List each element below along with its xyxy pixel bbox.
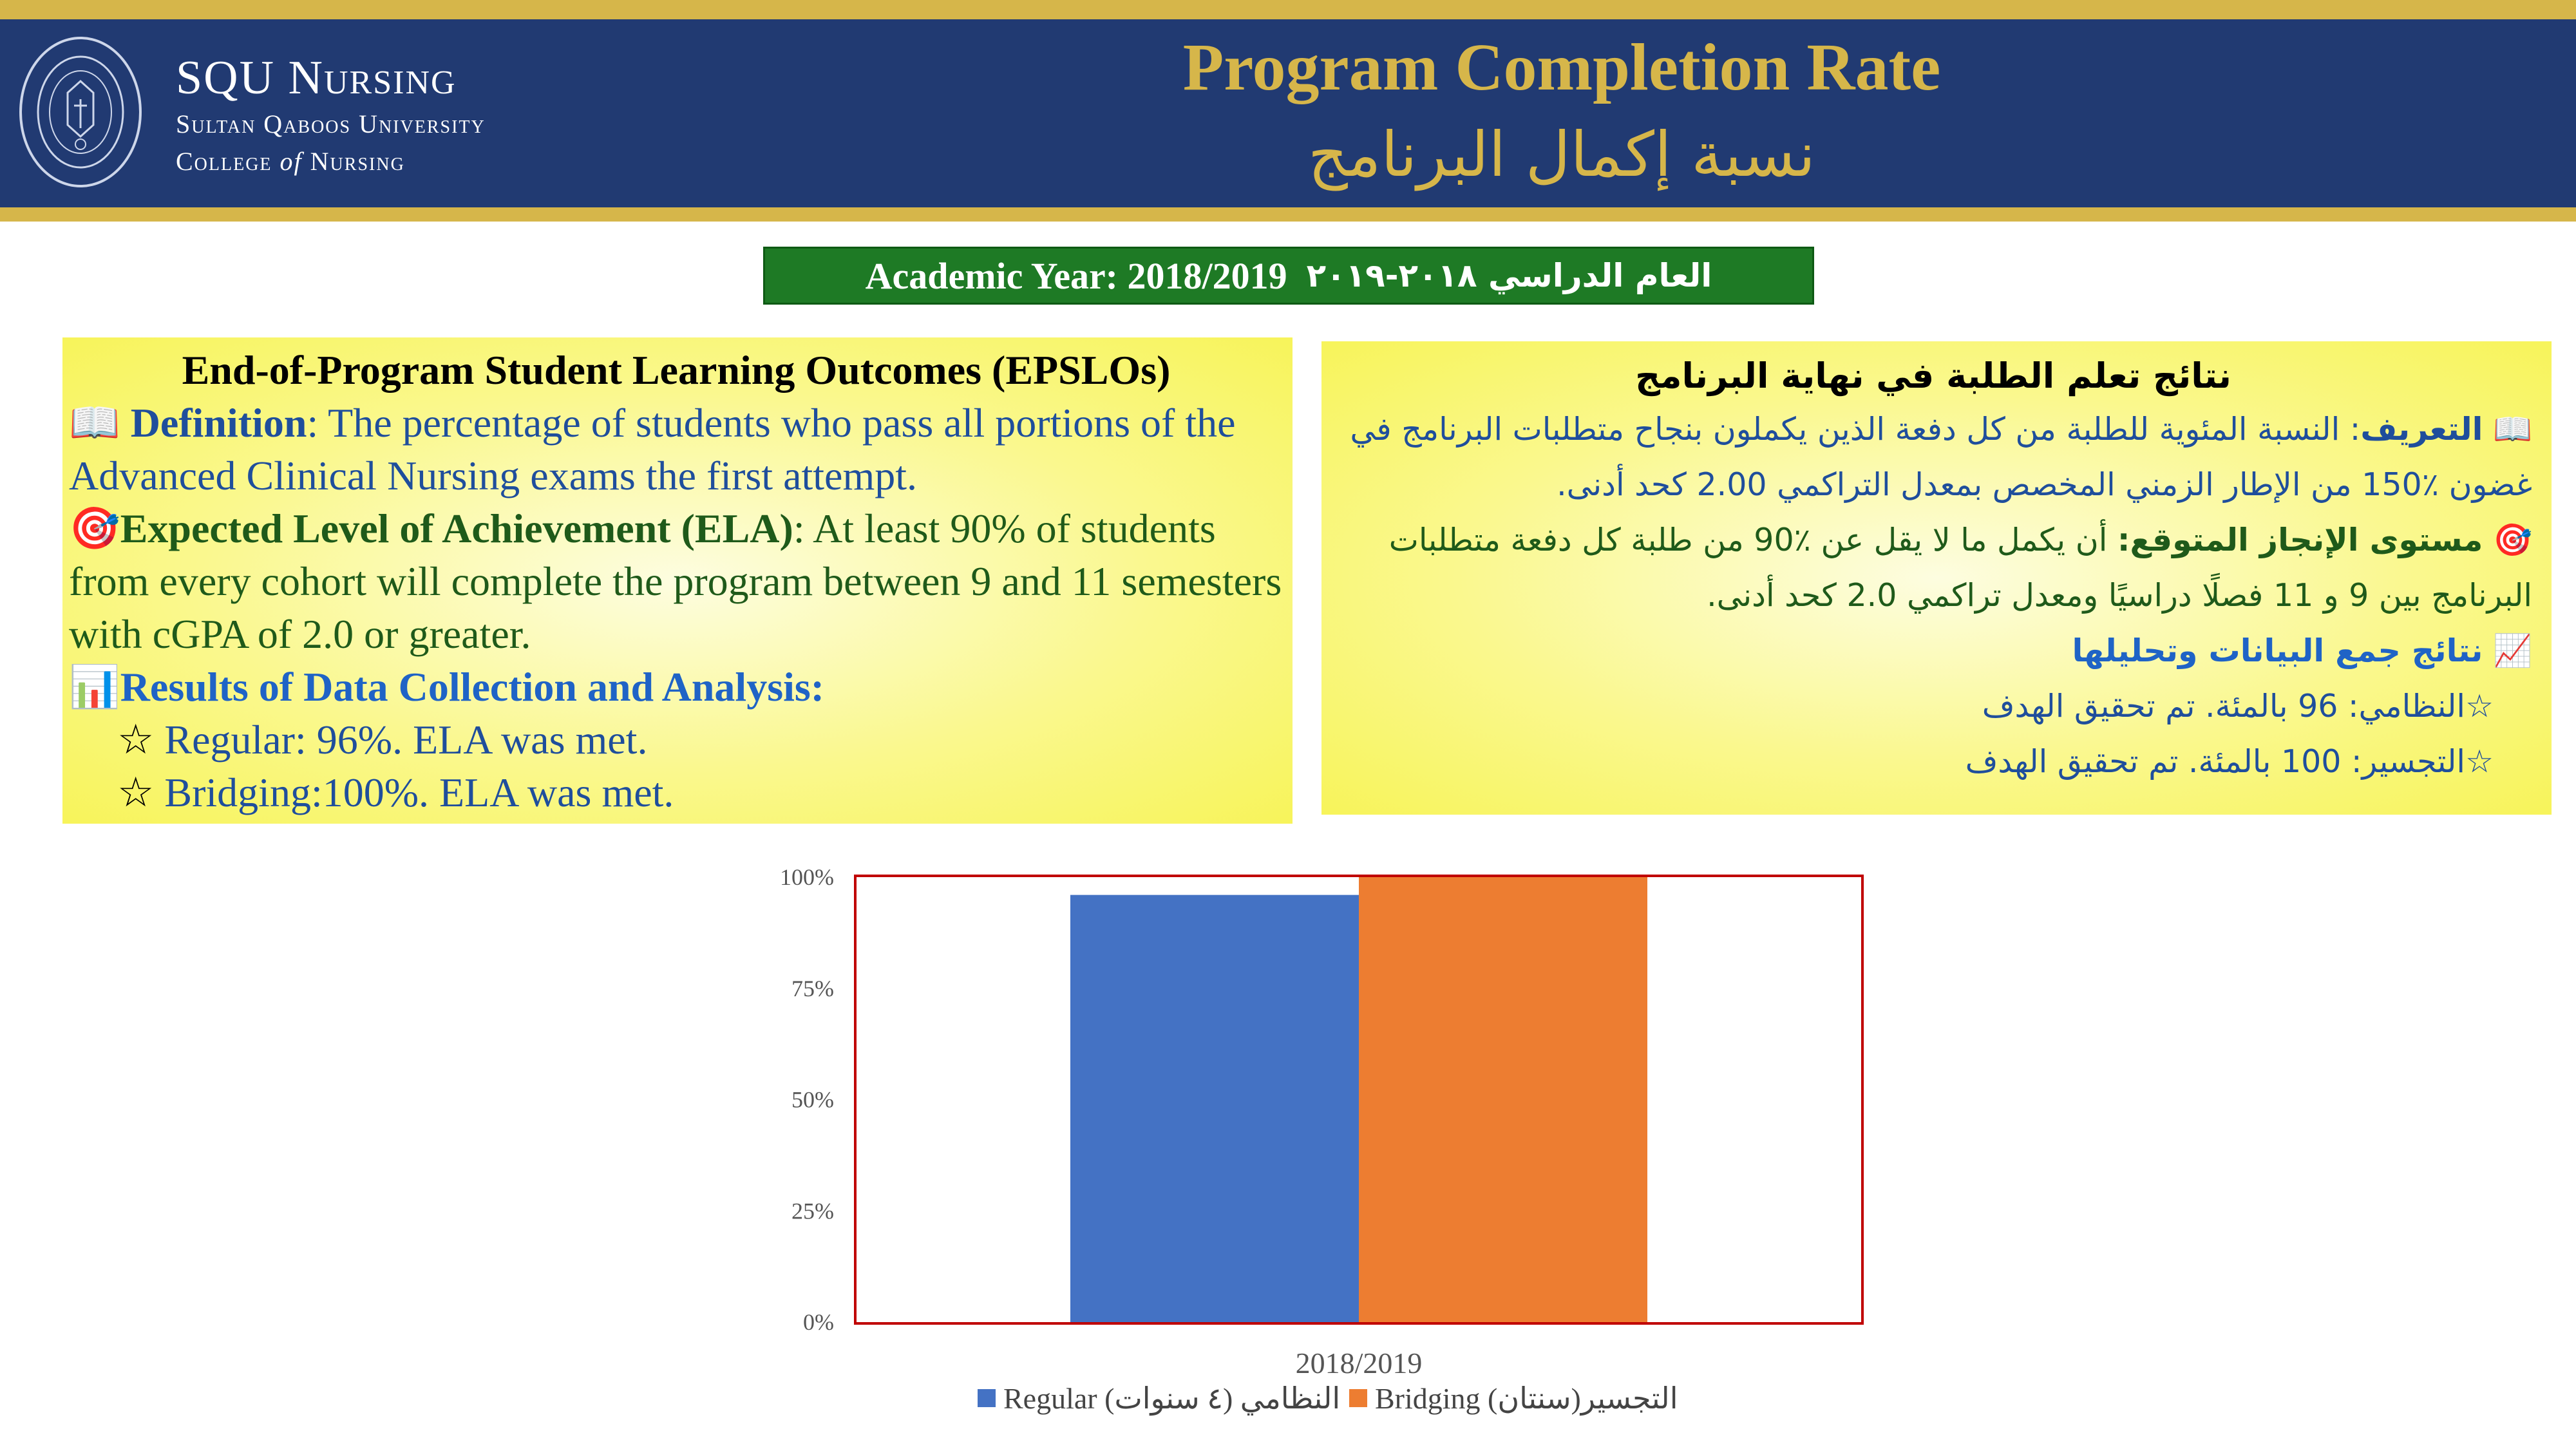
definition-label-arabic: التعريف [2360, 411, 2483, 448]
academic-year-banner [763, 247, 1814, 305]
academic-year-english: Academic Year: 2018/2019 [865, 254, 1287, 297]
ela-paragraph-arabic [1334, 513, 2532, 623]
definition-paragraph [69, 397, 1283, 502]
result-regular-arabic [1334, 679, 2532, 734]
logo-college-name: College of Nursing [176, 147, 405, 176]
ela-label-arabic: مستوى الإنجاز المتوقع: [2117, 522, 2483, 558]
definition-label: Definition [130, 400, 307, 446]
legend-label-bridging: Bridging (التجسير(سنتان [1375, 1382, 1678, 1415]
star-icon: ☆ [2465, 688, 2494, 724]
star-icon: ☆ [117, 769, 155, 817]
ela-text: : At least 90% of students from every cohort will complete the program between 9 and 11 semesters with cGPA of 2.0 or greater. [69, 506, 1282, 657]
definition-paragraph-arabic [1334, 402, 2532, 513]
result-bridging [69, 766, 1283, 819]
target-icon: 🎯 [2492, 522, 2532, 558]
result-regular [69, 714, 1283, 766]
university-emblem-icon [29, 48, 132, 176]
logo-university-name: Sultan Qaboos University [176, 109, 486, 138]
result-bridging-text-arabic: التجسير: 100 بالمئة. تم تحقيق الهدف [1965, 743, 2466, 780]
star-icon: ☆ [2465, 743, 2494, 780]
trend-chart-icon: 📈 [2492, 632, 2532, 669]
y-tick-label: 50% [791, 1086, 834, 1113]
header-bottom-border [0, 207, 2576, 222]
logo-wordmark [176, 50, 486, 180]
epslo-panel-arabic [1321, 341, 2552, 815]
epslo-panel-english [62, 337, 1293, 824]
legend-swatch-regular [978, 1389, 996, 1407]
y-tick-label: 75% [791, 975, 834, 1001]
result-bridging-arabic [1334, 734, 2532, 790]
definition-text: : The percentage of students who pass all portions of the Advanced Clinical Nursing exams the first attempt. [69, 400, 1236, 498]
page-title: Program Completion Rate [1182, 30, 1941, 104]
definition-text-arabic: : النسبة المئوية للطلبة من كل دفعة الذين يكملون بنجاح متطلبات البرنامج في غضون ٪150 من الإطار الزمني المخصص بمعدل التراكمي 2.00 كحد أدنى. [1350, 411, 2532, 503]
page-title-arabic: نسبة إكمال البرنامج [1308, 118, 1815, 191]
ela-abbrev: (ELA) [670, 506, 793, 551]
y-tick-label: 100% [780, 864, 834, 890]
results-label-arabic: نتائج جمع البيانات وتحليلها [2072, 632, 2483, 669]
plot-area-border [855, 876, 1862, 1323]
y-tick-label: 0% [803, 1309, 834, 1335]
bar-bridging [1359, 877, 1647, 1322]
panel-heading-arabic: نتائج تعلم الطلبة في نهاية البرنامج [1635, 355, 2231, 396]
logo-title: SQU Nursing [176, 52, 457, 104]
legend-swatch-bridging [1349, 1389, 1367, 1407]
header-top-border [0, 0, 2576, 19]
book-icon: 📖 [2492, 411, 2532, 448]
result-regular-text-arabic: النظامي: 96 بالمئة. تم تحقيق الهدف [1982, 688, 2466, 724]
x-tick-label: 2018/2019 [1295, 1347, 1423, 1379]
results-heading-arabic [1334, 623, 2532, 679]
result-bridging-text: Bridging:100%. ELA was met. [164, 770, 674, 815]
ela-text-arabic: أن يكمل ما لا يقل عن ٪90 من طلبة كل دفعة متطلبات البرنامج بين 9 و 11 فصلًا دراسيًا ومعدل تراكمي 2.0 كحد أدنى. [1388, 522, 2532, 614]
book-icon: 📖 [69, 399, 120, 447]
ela-label: Expected Level of Achievement [120, 506, 671, 551]
y-tick-label: 25% [791, 1198, 834, 1224]
ela-paragraph [69, 502, 1283, 661]
result-regular-text: Regular: 96%. ELA was met. [164, 717, 648, 762]
target-icon: 🎯 [69, 505, 120, 553]
academic-year-arabic: العام الدراسي ٢٠١٨-٢٠١٩ [1306, 257, 1712, 294]
legend-label-regular: Regular (النظامي (٤ سنوات [1003, 1382, 1341, 1415]
bar-regular [1070, 895, 1359, 1322]
results-heading [69, 661, 1283, 714]
bar-chart-icon: 📊 [69, 663, 120, 711]
panel-heading: End-of-Program Student Learning Outcomes (EPSLOs) [182, 347, 1171, 393]
results-label: Results of Data Collection and Analysis: [120, 664, 825, 710]
star-icon: ☆ [117, 716, 155, 764]
university-logo [19, 37, 142, 187]
